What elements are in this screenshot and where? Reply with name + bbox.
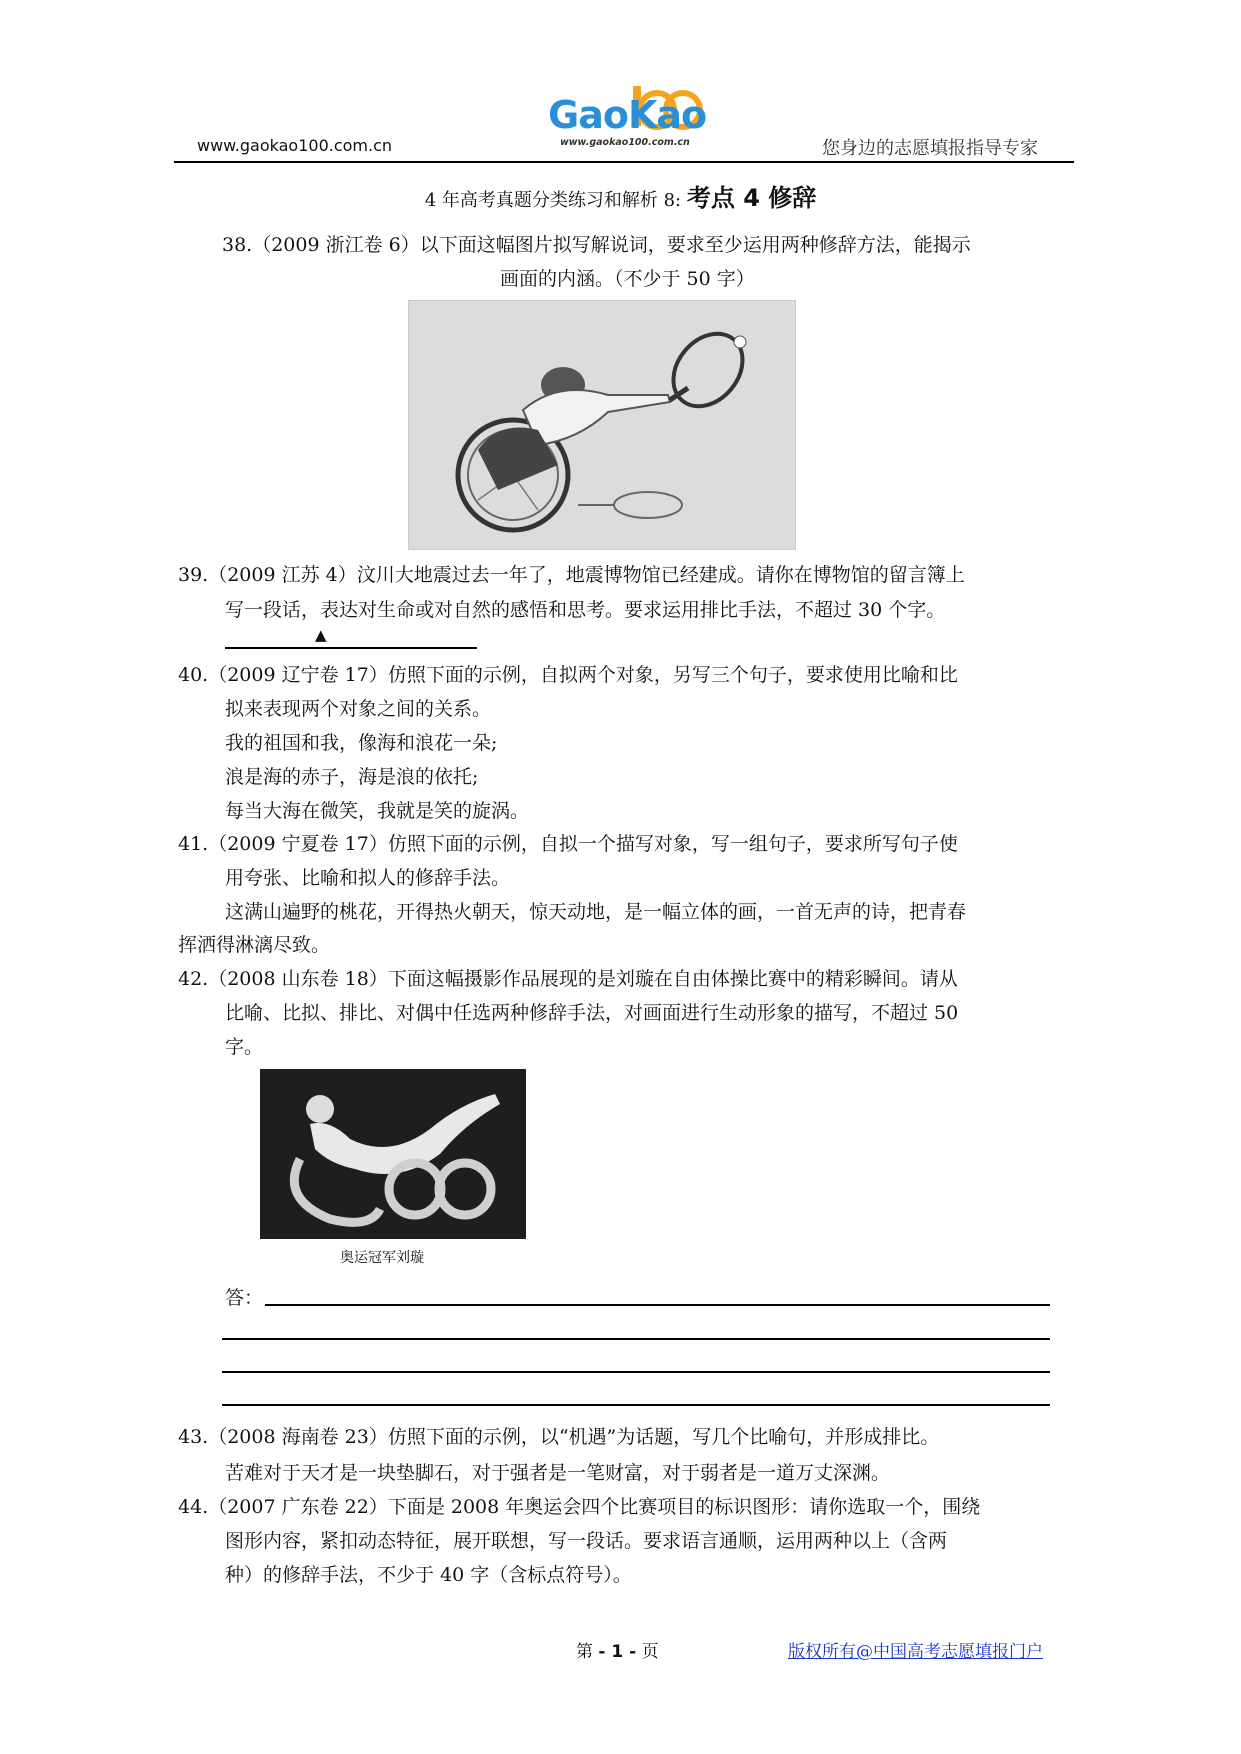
answer-line-2 bbox=[222, 1338, 1050, 1340]
example-41-line1: 这满山遍野的桃花，开得热火朝天，惊天动地，是一幅立体的画，一首无声的诗，把青春 bbox=[225, 901, 967, 923]
wheelchair-tennis-photo bbox=[408, 300, 796, 550]
copyright-link[interactable]: 版权所有@中国高考志愿填报门户 bbox=[788, 1642, 1043, 1662]
question-44-line2: 图形内容，紧扣动态特征，展开联想，写一段话。要求语言通顺，运用两种以上（含两 bbox=[225, 1530, 948, 1552]
question-41-line2: 用夸张、比喻和拟人的修辞手法。 bbox=[225, 867, 511, 889]
title-prefix: 4 年高考真题分类练习和解析 8: bbox=[424, 190, 682, 211]
answer-line-3 bbox=[222, 1371, 1050, 1373]
answer-line-39 bbox=[225, 647, 477, 649]
answer-label: 答： bbox=[225, 1287, 264, 1309]
logo-url: www.gaokao100.com.cn bbox=[560, 137, 690, 148]
answer-marker: ▲ bbox=[315, 626, 327, 644]
header-slogan: 您身边的志愿填报指导专家 bbox=[822, 138, 1038, 159]
question-39-line1: 39.（2009 江苏 4）汶川大地震过去一年了，地震博物馆已经建成。请你在博物馆的留言簿上 bbox=[178, 564, 965, 586]
logo-text: GaoKao bbox=[548, 93, 707, 137]
question-42-line1: 42.（2008 山东卷 18）下面这幅摄影作品展现的是刘璇在自由体操比赛中的精彩瞬间。请从 bbox=[178, 968, 958, 990]
question-43-line1: 43.（2008 海南卷 23）仿照下面的示例，以“机遇”为话题，写几个比喻句，并形成排比。 bbox=[178, 1426, 940, 1448]
question-40-line2: 拟来表现两个对象之间的关系。 bbox=[225, 698, 492, 720]
example-40-2: 浪是海的赤子，海是浪的依托; bbox=[225, 766, 479, 788]
example-40-3: 每当大海在微笑，我就是笑的旋涡。 bbox=[225, 800, 530, 822]
gymnast-photo bbox=[260, 1069, 526, 1239]
header-divider bbox=[174, 161, 1074, 163]
example-40-1: 我的祖国和我，像海和浪花一朵; bbox=[225, 732, 498, 754]
page-title bbox=[0, 178, 1241, 213]
question-42-line2: 比喻、比拟、排比、对偶中任选两种修辞手法，对画面进行生动形象的描写，不超过 50 bbox=[225, 1002, 959, 1024]
question-39-line2: 写一段话，表达对生命或对自然的感悟和思考。要求运用排比手法，不超过 30 个字。 bbox=[225, 599, 946, 621]
question-44-line1: 44.（2007 广东卷 22）下面是 2008 年奥运会四个比赛项目的标识图形：请你选取一个，围绕 bbox=[178, 1496, 981, 1518]
answer-line-1 bbox=[265, 1304, 1050, 1306]
question-38-line2: 画面的内涵。（不少于 50 字） bbox=[500, 268, 755, 290]
example-41-line2: 挥洒得淋漓尽致。 bbox=[178, 934, 331, 956]
question-42-line3: 字。 bbox=[225, 1036, 264, 1058]
question-41-line1: 41.（2009 宁夏卷 17）仿照下面的示例，自拟一个描写对象，写一组句子，要求所写句子使 bbox=[178, 833, 958, 855]
title-topic: 考点 4 修辞 bbox=[686, 184, 817, 212]
question-38-line1: 38.（2009 浙江卷 6）以下面这幅图片拟写解说词，要求至少运用两种修辞方法，能揭示 bbox=[222, 234, 971, 256]
answer-line-4 bbox=[222, 1404, 1050, 1406]
example-43: 苦难对于天才是一块垫脚石，对于强者是一笔财富，对于弱者是一道万丈深渊。 bbox=[225, 1462, 891, 1484]
question-40-line1: 40.（2009 辽宁卷 17）仿照下面的示例，自拟两个对象，另写三个句子，要求使用比喻和比 bbox=[178, 664, 958, 686]
page-prefix: 第 bbox=[576, 1642, 593, 1662]
page-number-value: - 1 - bbox=[598, 1642, 637, 1662]
question-44-line3: 种）的修辞手法，不少于 40 字（含标点符号）。 bbox=[225, 1564, 632, 1586]
page-number bbox=[576, 1637, 659, 1662]
header-site-url: www.gaokao100.com.cn bbox=[197, 136, 393, 155]
photo-caption: 奥运冠军刘璇 bbox=[340, 1250, 424, 1266]
page-suffix: 页 bbox=[641, 1642, 659, 1662]
